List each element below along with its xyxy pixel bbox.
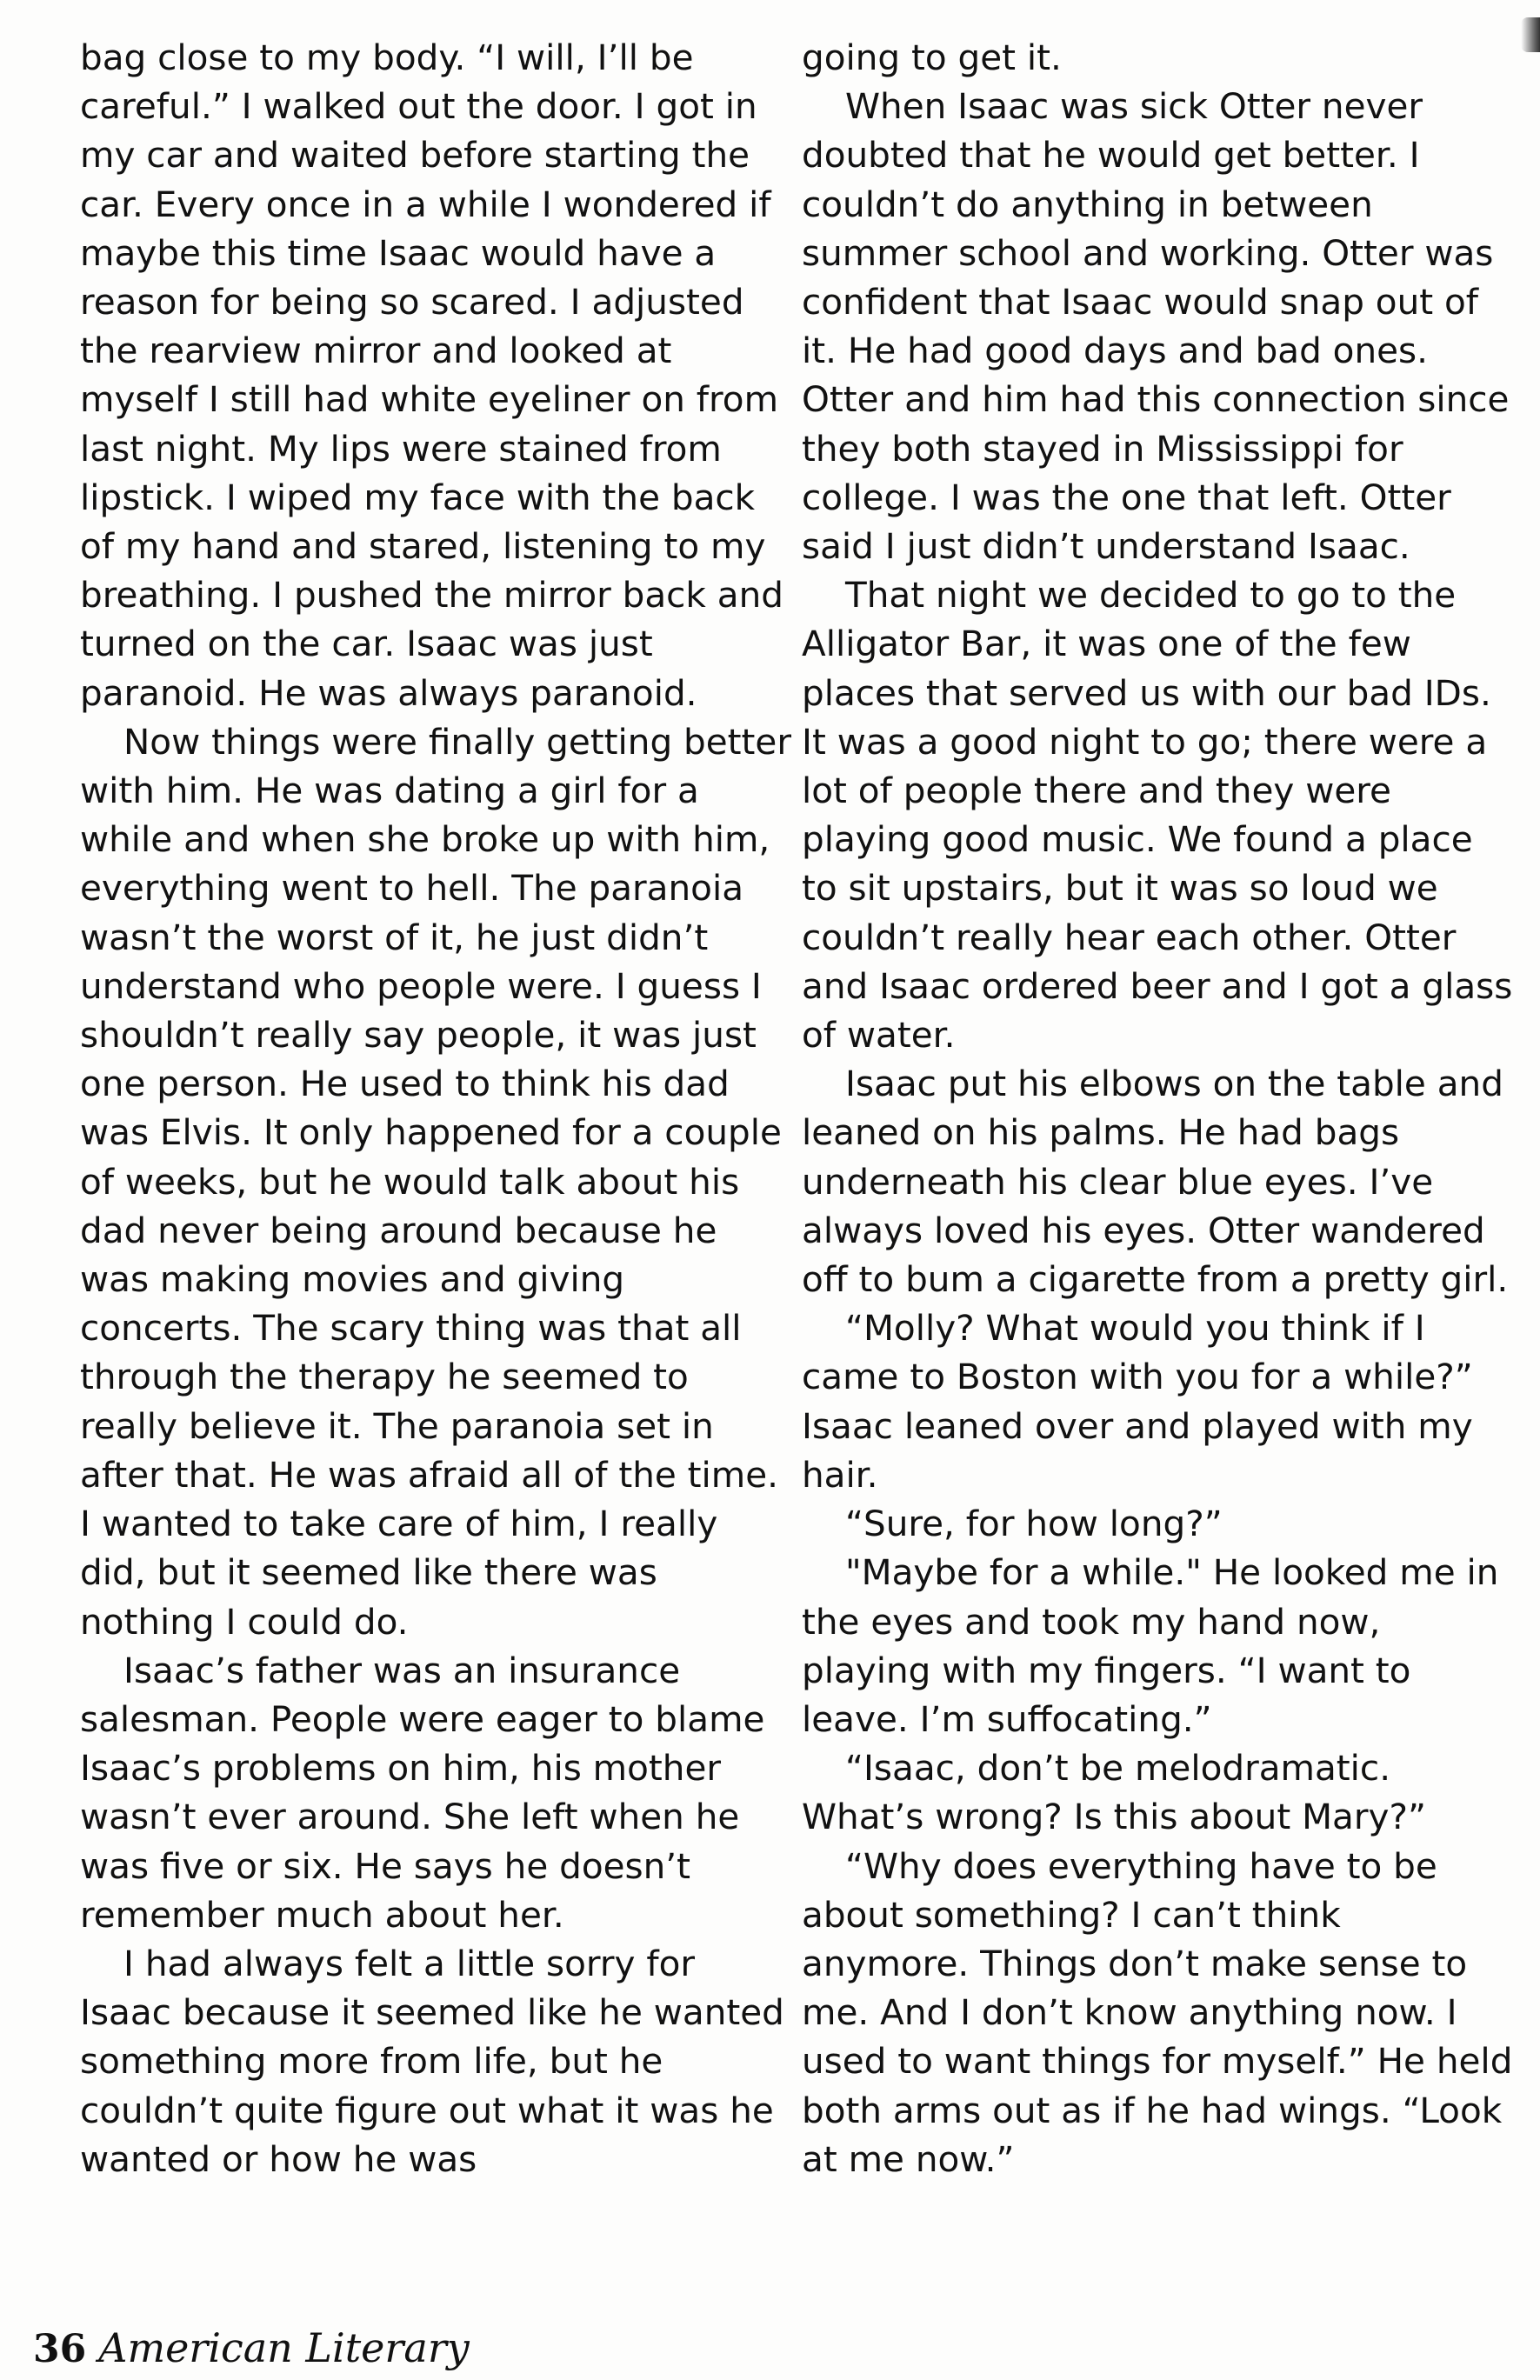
page-number: 36 (33, 2327, 87, 2371)
paragraph: “Isaac, don’t be melodramatic. What’s wrong? Is this about Mary?” (802, 1747, 1426, 1838)
paragraph: going to get it. (802, 37, 1062, 78)
paragraph: Isaac’s father was an insurance salesman. People were eager to blame Isaac’s problems on him, his mother wasn’t ever around. She left when he was five or six. He says he doesn’t remember much about her. (80, 1649, 765, 1936)
paragraph: “Why does everything have to be about something? I can’t think anymore. Things don’t make sense to me. And I don’t know anything now. I used to want things for myself.” He held both arms out as if he had wings. “Look at me now.” (802, 1844, 1513, 2180)
page-footer (33, 2323, 470, 2376)
paragraph: "Maybe for a while." He looked me in the eyes and took my hand now, playing with my fingers. “I want to leave. I’m suffocating.” (802, 1551, 1499, 1740)
paragraph: Isaac put his elbows on the table and leaned on his palms. He had bags underneath his clear blue eyes. I’ve always loved his eyes. Otter wandered off to bum a cigarette from a pretty girl. (802, 1063, 1509, 1301)
paragraph: That night we decided to go to the Alligator Bar, it was one of the few places that served us with our bad IDs. It was a good night to go; there were a lot of people there and they were playing good music. We found a place to sit upstairs, but it was so loud we couldn’t really hear each other. Otter and Isaac ordered beer and I got a glass of water. (802, 574, 1513, 1057)
paragraph: I had always felt a little sorry for Isaac because it seemed like he wanted something more from life, but he couldn’t quite figure out what it was he wanted or how he was (80, 1942, 784, 2180)
paragraph: bag close to my body. “I will, I’ll be careful.” I walked out the door. I got in my car and waited before starting the car. Every once in a while I wondered if maybe this time Isaac would have a reason for being so scared. I adjusted the rearview mirror and looked at myself I still had white eyeliner on from last night. My lips were stained from lipstick. I wiped my face with the back of my hand and stared, listening to my breathing. I pushed the mirror back and turned on the car. Isaac was just paranoid. He was always paranoid. (80, 37, 783, 714)
left-text-column (80, 33, 793, 2183)
paragraph: “Sure, for how long?” (845, 1503, 1223, 1545)
paragraph: When Isaac was sick Otter never doubted that he would get better. I couldn’t do anything in between summer school and working. Otter was confident that Isaac would snap out of it. He had good days and bad ones. Otter and him had this connection since they both stayed in Mississippi for college. I was the one that left. Otter said I just didn’t understand Isaac. (802, 85, 1510, 568)
magazine-title: American Literary (98, 2324, 470, 2371)
paragraph: Now things were finally getting better with him. He was dating a girl for a while and when she broke up with him, everything went to hell. The paranoia wasn’t the worst of it, he just didn’t understand who people were. I guess I shouldn’t really say people, it was just one person. He used to think his dad was Elvis. It only happened for a couple of weeks, but he would talk about his dad never being around because he was making movies and giving concerts. The scary thing was that all through the therapy he seemed to really believe it. The paranoia set in after that. He was afraid all of the time. I wanted to take care of him, I really did, but it seemed like there was nothing I could do. (80, 720, 791, 1643)
right-text-column (802, 33, 1515, 2183)
page-edge-mark (1521, 17, 1540, 52)
paragraph: “Molly? What would you think if I came to Boston with you for a while?” Isaac leaned over and played with my hair. (802, 1307, 1473, 1496)
